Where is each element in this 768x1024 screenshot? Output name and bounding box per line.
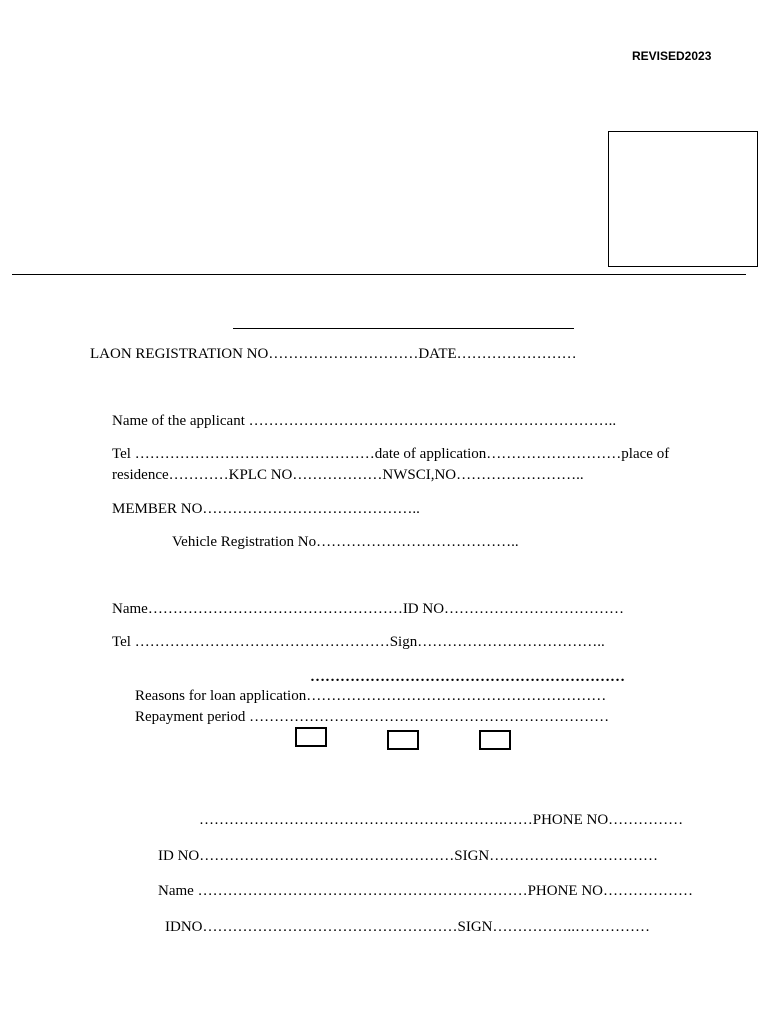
applicant-name-line: Name of the applicant ………………………………………………………………..	[112, 413, 617, 429]
header-divider	[12, 274, 746, 275]
witness-id-sign-line: ID NO……………………………………………SIGN…………….………………	[158, 848, 658, 864]
reasons-line: Reasons for loan application……………………………………………………	[135, 688, 607, 704]
repayment-option-checkbox-2[interactable]	[387, 730, 419, 750]
revision-label: REVISED2023	[632, 49, 712, 63]
title-underline	[233, 328, 574, 329]
loan-details-dotted-line: ………………………………………………………	[310, 669, 625, 685]
repayment-option-checkbox-3[interactable]	[479, 730, 511, 750]
guarantor-name-line: Name……………………………………………ID NO………………………………	[112, 601, 625, 617]
witness-phone-line: …………………………………………………….……PHONE NO……………	[199, 812, 684, 828]
witness-idno-sign-line: IDNO……………………………………………SIGN……………..……………	[165, 919, 650, 935]
applicant-residence-line: residence…………KPLC NO………………NWSCI,NO……………………..	[112, 467, 584, 483]
witness-name-phone-line: Name …………………………………………………………PHONE NO………………	[158, 883, 693, 899]
loan-registration-line: LAON REGISTRATION NO…………………………DATE……………………	[90, 346, 577, 362]
passport-photo-box	[608, 131, 758, 267]
repayment-option-checkbox-1[interactable]	[295, 727, 327, 747]
vehicle-registration-line: Vehicle Registration No…………………………………..	[172, 534, 519, 550]
member-no-line: MEMBER NO……………………………………..	[112, 501, 420, 517]
guarantor-tel-line: Tel ……………………………………………Sign………………………………..	[112, 634, 605, 650]
applicant-tel-line: Tel …………………………………………date of application………………………place of	[112, 446, 670, 462]
repayment-period-line: Repayment period ………………………………………………………………	[135, 709, 610, 725]
